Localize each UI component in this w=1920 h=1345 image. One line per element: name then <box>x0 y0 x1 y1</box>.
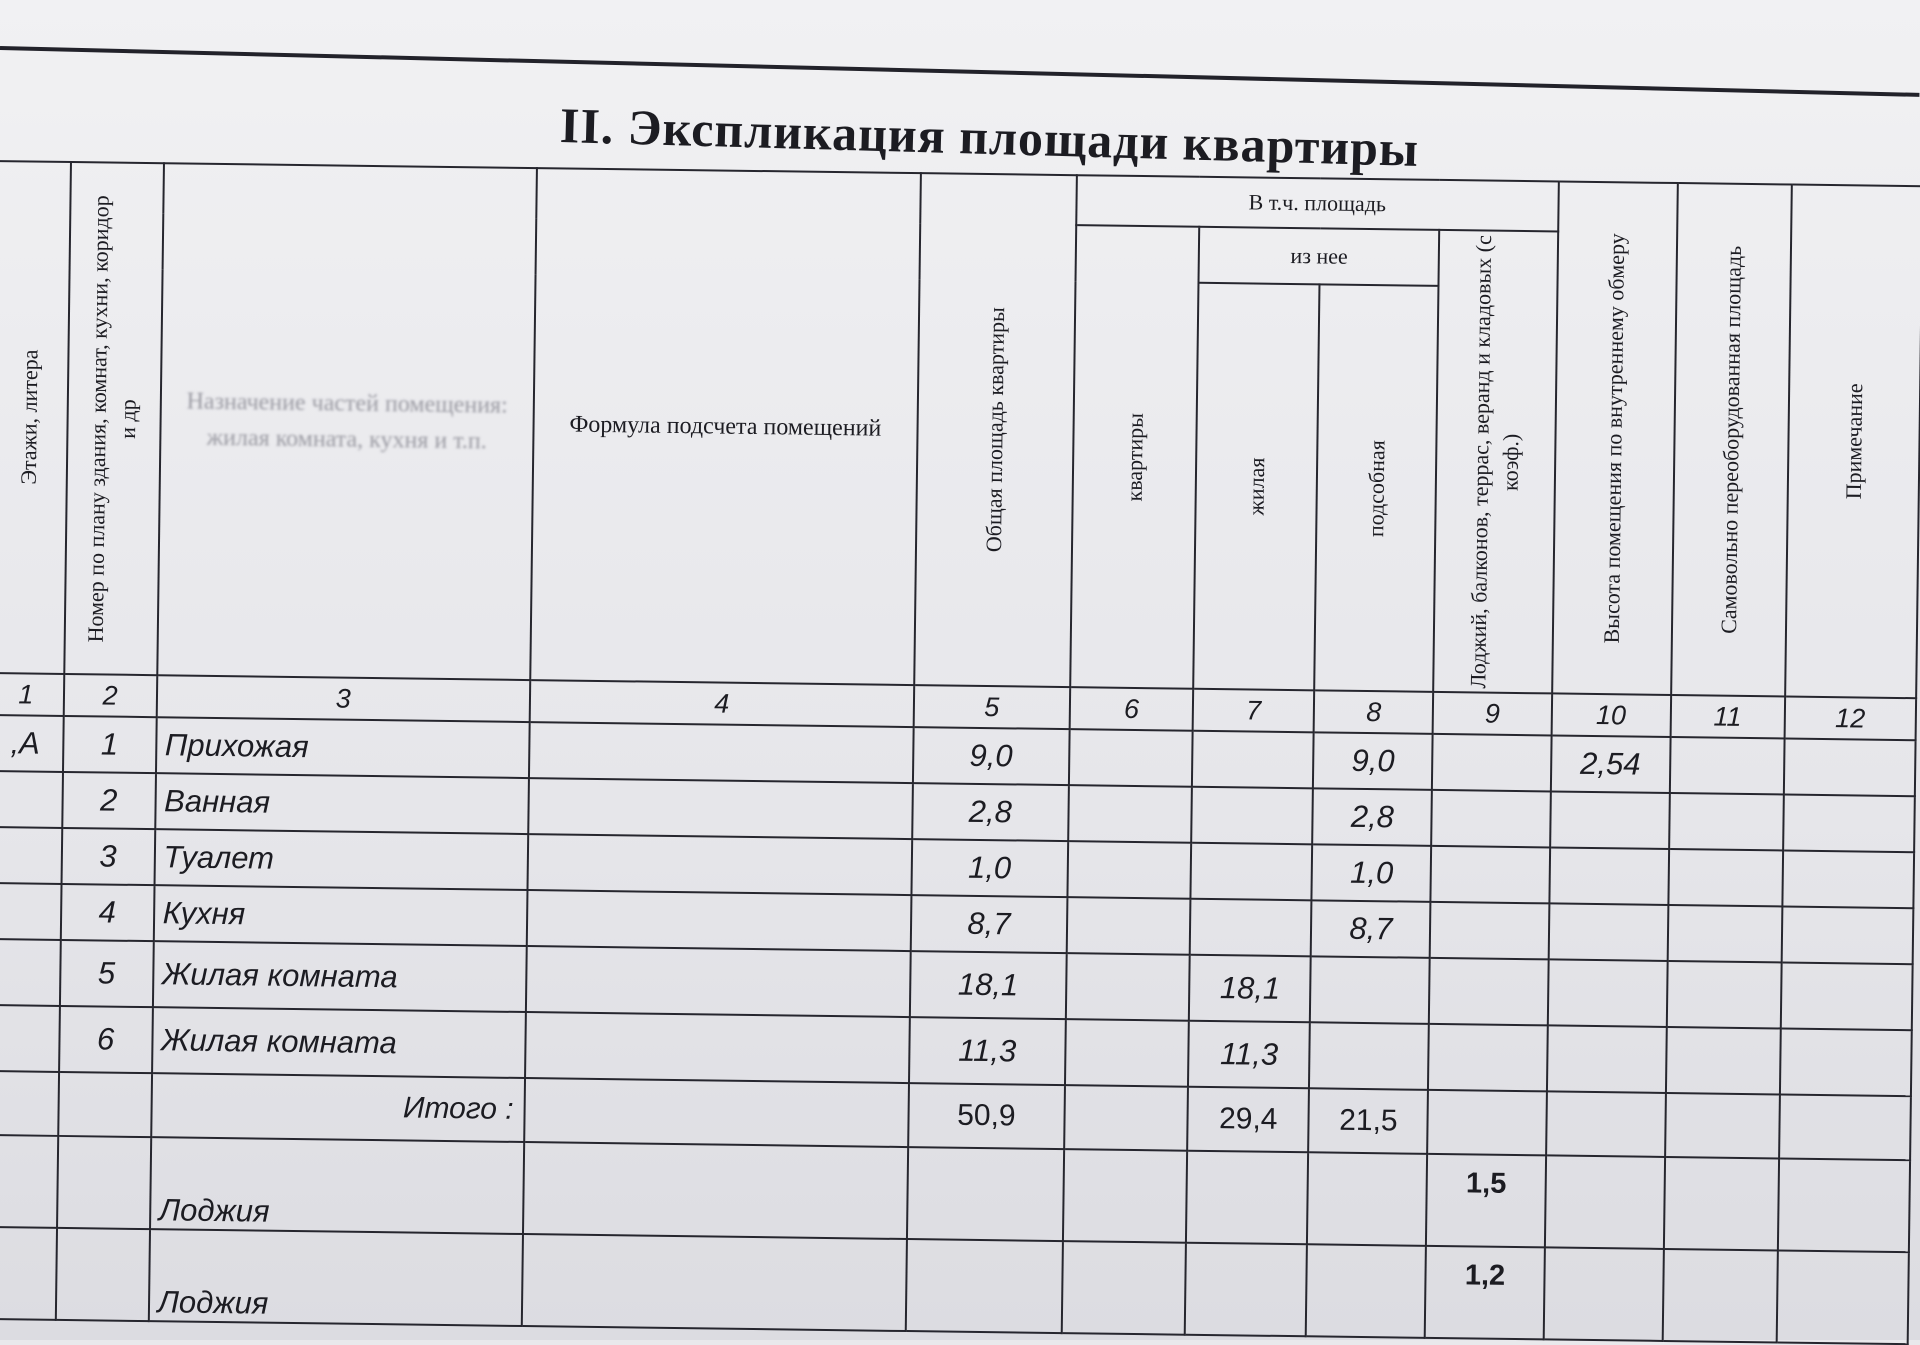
floor-cell <box>0 883 61 940</box>
column-number: 9 <box>1433 692 1552 736</box>
totals-label: Итого : <box>151 1073 525 1142</box>
living-area-cell <box>1191 843 1313 901</box>
loggia-area-cell <box>1432 790 1551 848</box>
empty-cell <box>1664 1157 1779 1250</box>
empty-cell <box>58 1072 152 1137</box>
column-number: 4 <box>530 680 914 727</box>
formula-cell <box>527 890 911 951</box>
explication-table <box>0 160 1920 1345</box>
loggia-area-cell <box>1428 1024 1547 1092</box>
apartment-area-cell <box>1065 1019 1189 1087</box>
loggia-area-cell <box>1431 846 1550 904</box>
header-purpose: Назначение частей помещения: жилая комната, кухня и т.п. <box>157 163 537 680</box>
height-cell <box>1549 847 1669 905</box>
note-cell <box>1781 906 1913 964</box>
formula-cell <box>526 946 910 1017</box>
loggia-area-cell <box>1430 902 1549 960</box>
converted-area-cell <box>1666 961 1781 1028</box>
loggia-area-cell: 1,5 <box>1426 1154 1545 1248</box>
note-cell <box>1780 1028 1912 1096</box>
auxiliary-area-cell <box>1309 1022 1429 1090</box>
empty-cell <box>905 1239 1063 1333</box>
room-name-cell: Туалет <box>154 829 528 890</box>
header-height: Высота помещения по внутреннему обмеру <box>1552 181 1678 695</box>
auxiliary-area-cell <box>1310 956 1430 1024</box>
floor-cell: ,А <box>0 715 63 772</box>
empty-cell <box>0 1071 59 1136</box>
column-number: 12 <box>1784 696 1916 740</box>
converted-area-cell <box>1668 849 1783 906</box>
height-cell <box>1548 903 1668 961</box>
floor-cell <box>0 1005 60 1072</box>
empty-cell <box>1778 1158 1910 1252</box>
formula-cell <box>529 722 913 783</box>
living-area-cell: 11,3 <box>1188 1021 1310 1089</box>
header-total-area: Общая площадь квартиры <box>914 173 1077 687</box>
room-name-cell: Жилая комната <box>152 1007 526 1078</box>
header-loggias: Лоджий, балконов, террас, веранд и кладовых (с коэф.) <box>1434 230 1558 694</box>
empty-cell <box>1662 1249 1777 1342</box>
converted-area-cell <box>1667 905 1782 962</box>
auxiliary-area-sum: 21,5 <box>1308 1088 1428 1154</box>
column-number: 1 <box>0 673 64 716</box>
height-cell <box>1546 1025 1666 1093</box>
height-cell <box>1547 959 1667 1027</box>
header-auxiliary: подсобная <box>1314 284 1438 691</box>
height-cell <box>1550 791 1670 849</box>
room-number-cell: 6 <box>59 1006 153 1073</box>
empty-cell <box>1428 1090 1547 1156</box>
room-number-cell: 3 <box>61 828 155 885</box>
document-title: II. Экспликация площади квартиры <box>559 97 1420 177</box>
auxiliary-area-cell: 2,8 <box>1312 788 1432 846</box>
note-cell <box>1783 794 1915 852</box>
header-apartments: квартиры <box>1070 225 1199 689</box>
apartment-area-cell <box>1069 729 1193 787</box>
auxiliary-area-cell: 1,0 <box>1312 844 1432 902</box>
header-self-converted: Самовольно переоборудованная площадь <box>1671 183 1792 696</box>
room-name-cell: Кухня <box>153 885 527 946</box>
empty-cell <box>1307 1152 1427 1246</box>
total-area-cell: 2,8 <box>912 783 1069 841</box>
room-number-cell: 2 <box>62 772 156 829</box>
room-number-cell: 4 <box>60 884 154 941</box>
note-cell <box>1784 738 1916 796</box>
header-floors: Этажи, литера <box>0 161 71 674</box>
column-number: 8 <box>1314 690 1434 734</box>
column-number: 3 <box>156 675 530 722</box>
loggia-area-cell <box>1432 734 1551 792</box>
converted-area-cell <box>1669 793 1784 850</box>
empty-cell <box>0 1227 57 1320</box>
header-including-area: В т.ч. площадь <box>1076 175 1558 231</box>
floor-cell <box>0 939 60 1006</box>
empty-cell <box>1063 1149 1187 1243</box>
empty-cell <box>1186 1151 1308 1245</box>
empty-cell <box>1543 1247 1663 1341</box>
living-area-cell <box>1190 899 1312 957</box>
total-area-cell: 8,7 <box>910 895 1067 953</box>
column-number: 6 <box>1070 687 1194 731</box>
room-name-cell: Прихожая <box>156 717 530 778</box>
floor-cell <box>0 771 63 828</box>
header-of-which: из нее <box>1199 227 1440 286</box>
empty-cell <box>1779 1094 1911 1160</box>
room-number-cell: 5 <box>60 940 154 1007</box>
header-note: Примечание <box>1785 185 1920 699</box>
header-formula: Формула подсчета помещений <box>530 168 920 685</box>
loggia-area-cell: 1,2 <box>1425 1246 1544 1340</box>
empty-cell <box>1776 1250 1908 1344</box>
total-area-cell: 9,0 <box>913 727 1070 785</box>
empty-cell <box>1665 1093 1780 1158</box>
total-area-cell: 1,0 <box>911 839 1068 897</box>
living-area-cell: 18,1 <box>1189 955 1311 1023</box>
converted-area-cell <box>1669 737 1784 794</box>
explication-table-wrap <box>0 160 1920 1345</box>
living-area-cell <box>1192 731 1314 789</box>
column-number: 10 <box>1551 693 1671 737</box>
total-area-cell: 18,1 <box>909 951 1066 1019</box>
column-number: 2 <box>63 674 156 717</box>
floor-cell <box>0 827 62 884</box>
formula-cell <box>525 1012 909 1083</box>
total-area-sum: 50,9 <box>908 1083 1065 1149</box>
empty-cell <box>1185 1243 1307 1337</box>
formula-cell <box>528 834 912 895</box>
empty-cell <box>523 1142 908 1239</box>
total-area-cell: 11,3 <box>909 1017 1066 1085</box>
column-number: 11 <box>1670 695 1785 738</box>
apartment-area-cell <box>1068 785 1192 843</box>
column-number: 5 <box>913 685 1070 729</box>
header-plan-number: Номер по плану здания, комнат, кухни, коридор и др <box>64 162 164 675</box>
apartment-area-cell <box>1066 953 1190 1021</box>
auxiliary-area-cell: 8,7 <box>1311 900 1431 958</box>
empty-cell <box>0 1135 58 1228</box>
header-row-1 <box>0 161 1920 236</box>
empty-cell <box>1544 1155 1664 1249</box>
empty-cell <box>524 1078 908 1147</box>
loggia-name-cell: Лоджия <box>150 1137 525 1234</box>
apartment-area-cell <box>1067 897 1191 955</box>
living-area-sum: 29,4 <box>1187 1087 1309 1153</box>
apartment-area-cell <box>1067 841 1191 899</box>
height-cell: 2,54 <box>1550 735 1670 793</box>
loggia-name-cell: Лоджия <box>148 1229 523 1326</box>
top-rule <box>0 46 1919 97</box>
room-name-cell: Ванная <box>155 773 529 834</box>
column-number: 7 <box>1193 689 1315 733</box>
empty-cell <box>522 1234 907 1331</box>
note-cell <box>1782 850 1914 908</box>
formula-cell <box>528 778 912 839</box>
auxiliary-area-cell: 9,0 <box>1313 732 1433 790</box>
header-living: жилая <box>1193 283 1319 690</box>
empty-cell <box>57 1136 151 1229</box>
empty-cell <box>1064 1085 1188 1151</box>
loggia-area-cell <box>1429 958 1548 1026</box>
empty-cell <box>56 1228 150 1321</box>
empty-cell <box>1306 1244 1426 1338</box>
living-area-cell <box>1191 787 1313 845</box>
converted-area-cell <box>1666 1027 1781 1094</box>
room-number-cell: 1 <box>63 716 157 773</box>
empty-cell <box>1546 1091 1666 1157</box>
empty-cell <box>1062 1241 1186 1335</box>
note-cell <box>1780 962 1912 1030</box>
empty-cell <box>907 1147 1065 1241</box>
room-name-cell: Жилая комната <box>152 941 526 1012</box>
